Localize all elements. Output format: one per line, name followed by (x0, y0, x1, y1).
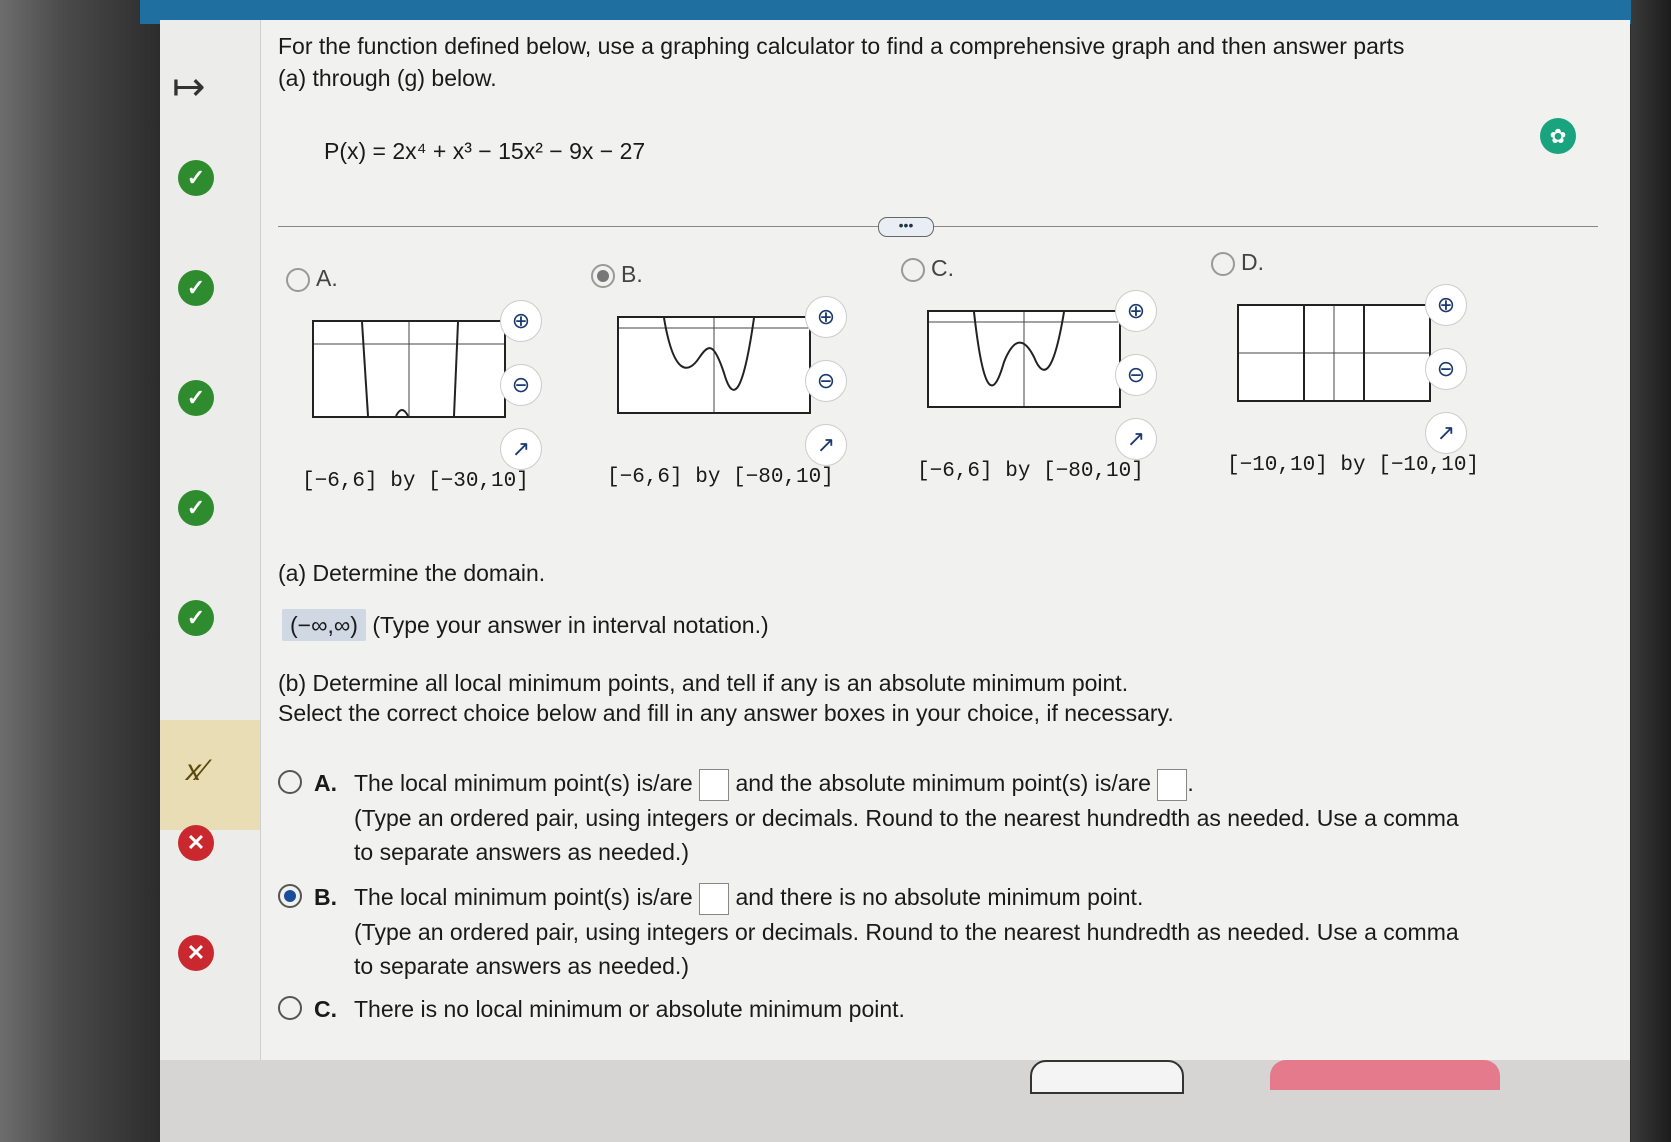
zoom-in-icon[interactable]: ⊕ (500, 300, 542, 342)
option-text-start: The local minimum point(s) is/are (354, 770, 693, 796)
option-letter: C. (314, 996, 337, 1022)
correct-check-icon[interactable]: ✓ (178, 380, 214, 416)
part-b-instruction: Select the correct choice below and fill in any answer boxes in your choice, if necessary. (278, 700, 1174, 726)
device-bezel-right (1631, 0, 1671, 1142)
incorrect-x-icon[interactable]: ✕ (178, 935, 214, 971)
graph-choice-c[interactable] (893, 248, 1213, 488)
radio-button[interactable] (278, 770, 302, 794)
graph-tools (1425, 284, 1469, 476)
option-text: The local minimum point(s) is/are and the absolute minimum point(s) is/are . (Type an ordered pair, using integers or decimals. Round to the nearest hundredth as needed. Use a comma to separate answers as needed.) (354, 770, 1459, 865)
current-partial-question[interactable] (160, 720, 260, 830)
option-text-end: and the absolute minimum point(s) is/are (735, 770, 1151, 796)
correct-check-icon[interactable]: ✓ (178, 600, 214, 636)
graph-thumbnail[interactable] (312, 320, 506, 418)
choice-letter: A. (316, 265, 338, 291)
option-text-end: and there is no absolute minimum point. (735, 884, 1144, 910)
radio-button-selected[interactable] (591, 264, 615, 288)
graph-plot (929, 312, 1119, 406)
option-b[interactable] (278, 880, 1478, 979)
open-external-icon[interactable]: ↗ (1115, 418, 1157, 460)
open-external-icon[interactable]: ↗ (500, 428, 542, 470)
option-text (354, 880, 1474, 983)
zoom-out-icon[interactable]: ⊖ (805, 360, 847, 402)
radio-button-selected[interactable] (278, 884, 302, 908)
part-a-hint: (Type your answer in interval notation.) (372, 612, 769, 638)
option-note: (Type an ordered pair, using integers or decimals. Round to the nearest hundredth as needed. Use a comma to separate answers as needed.) (354, 804, 1459, 865)
graph-thumbnail[interactable] (1237, 304, 1431, 402)
check-answer-button[interactable] (1270, 1060, 1500, 1090)
option-a[interactable] (278, 766, 1478, 865)
graph-tools (805, 296, 849, 488)
radio-button[interactable] (901, 258, 925, 282)
graph-thumbnail[interactable] (927, 310, 1121, 408)
choice-letter: B. (621, 261, 643, 287)
zoom-in-icon[interactable]: ⊕ (1425, 284, 1467, 326)
graph-window: [−6,6] by [−30,10] (302, 470, 529, 493)
question-panel (278, 30, 1608, 1022)
zoom-in-icon[interactable]: ⊕ (805, 296, 847, 338)
assistant-icon[interactable]: ✿ (1540, 118, 1576, 154)
local-min-input[interactable] (699, 883, 729, 915)
choice-letter: D. (1241, 249, 1264, 275)
zoom-out-icon[interactable]: ⊖ (1115, 354, 1157, 396)
graph-thumbnail[interactable] (617, 316, 811, 414)
graph-tools (500, 300, 544, 492)
part-a-prompt: (a) Determine the domain. (278, 560, 546, 586)
graph-window: [−6,6] by [−80,10] (607, 466, 834, 489)
graph-tools (1115, 290, 1159, 482)
graph-choice-a[interactable] (278, 258, 598, 498)
graph-choice-d[interactable] (1203, 242, 1523, 482)
question-text: For the function defined below, use a graphing calculator to find a comprehensive graph and then answer parts (a) through (g) below. (278, 33, 1405, 91)
option-text: There is no local minimum or absolute minimum point. (354, 996, 905, 1022)
option-letter: B. (314, 884, 337, 910)
incorrect-x-icon[interactable]: ✕ (178, 825, 214, 861)
collapse-arrow-icon[interactable]: ↦ (172, 65, 206, 109)
part-a-answer-row (282, 612, 769, 639)
local-min-input[interactable] (699, 769, 729, 801)
graph-plot (314, 322, 504, 416)
option-text-start: The local minimum point(s) is/are (354, 884, 693, 910)
open-external-icon[interactable]: ↗ (1425, 412, 1467, 454)
radio-button[interactable] (1211, 252, 1235, 276)
zoom-out-icon[interactable]: ⊖ (500, 364, 542, 406)
function-formula: P(x) = 2x⁴ + x³ − 15x² − 9x − 27 (324, 138, 646, 164)
option-c[interactable] (278, 992, 1478, 1032)
graph-plot (1239, 306, 1429, 400)
graph-window: [−10,10] by [−10,10] (1227, 454, 1480, 477)
zoom-in-icon[interactable]: ⊕ (1115, 290, 1157, 332)
choice-letter: C. (931, 255, 954, 281)
device-bezel (0, 0, 160, 1142)
part-b-prompt: (b) Determine all local minimum points, and tell if any is an absolute minimum point. (278, 670, 1129, 696)
question-sidebar (160, 20, 261, 1120)
divider (278, 226, 1598, 227)
correct-check-icon[interactable]: ✓ (178, 270, 214, 306)
graph-choice-b[interactable] (583, 254, 903, 494)
open-external-icon[interactable]: ↗ (805, 424, 847, 466)
zoom-out-icon[interactable]: ⊖ (1425, 348, 1467, 390)
option-letter: A. (314, 770, 337, 796)
domain-answer-input[interactable]: (−∞,∞) (282, 609, 366, 641)
more-button[interactable]: ••• (878, 217, 934, 237)
graph-plot (619, 318, 809, 412)
graph-window: [−6,6] by [−80,10] (917, 460, 1144, 483)
radio-button[interactable] (278, 996, 302, 1020)
absolute-min-input[interactable] (1157, 769, 1187, 801)
partial-credit-icon: x⁄ (186, 754, 207, 787)
option-note: (Type an ordered pair, using integers or decimals. Round to the nearest hundredth as needed. Use a comma to separate answers as needed.) (354, 918, 1459, 979)
radio-button[interactable] (286, 268, 310, 292)
bottom-button[interactable] (1030, 1060, 1184, 1094)
correct-check-icon[interactable]: ✓ (178, 160, 214, 196)
correct-check-icon[interactable]: ✓ (178, 490, 214, 526)
